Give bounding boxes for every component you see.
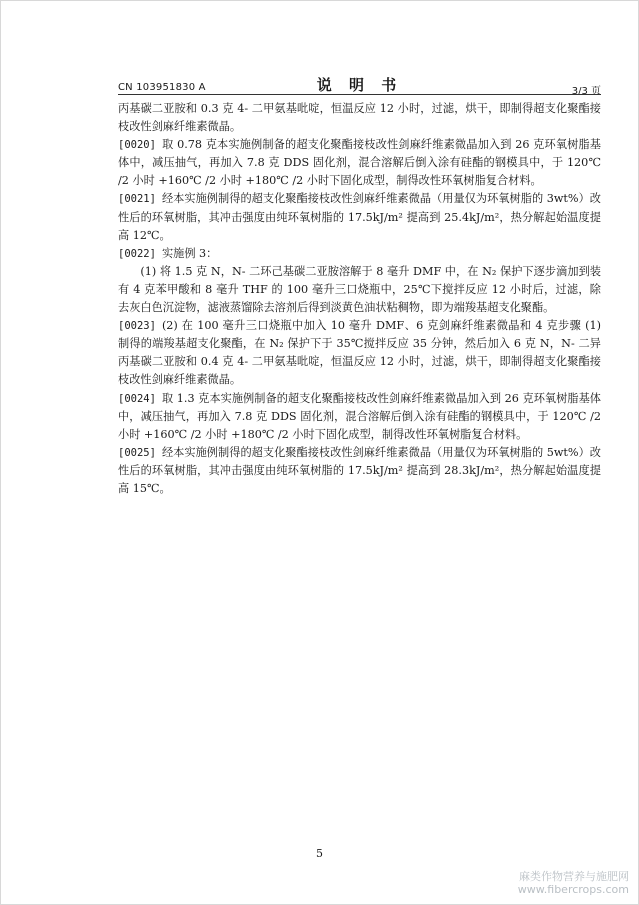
paragraph: [118, 136, 601, 190]
paragraph-number: [0024]: [118, 392, 156, 405]
paragraph-number: [0021]: [118, 193, 156, 206]
paragraph-number: [0023]: [118, 320, 156, 333]
header-divider: [118, 94, 601, 95]
page-number: 5: [316, 847, 323, 860]
paragraph-text: 经本实施例制得的超支化聚酯接枝改性剑麻纤维素微晶（用量仅为环氧树脂的 3wt%）改性后的环氧树脂，其冲击强度由纯环氧树脂的 17.5kJ/m² 提高到 25.4kJ/m²，热分解起始温度提高 12℃。: [118, 192, 601, 242]
paragraph: [118, 245, 601, 263]
watermark: [518, 870, 629, 896]
paragraph: [118, 263, 601, 317]
paragraph: [118, 390, 601, 444]
paragraph-number: [0025]: [118, 446, 156, 459]
paragraph: [118, 444, 601, 498]
paragraph-text: (1) 将 1.5 克 N，N- 二环己基碳二亚胺溶解于 8 毫升 DMF 中，在 N₂ 保护下逐步滴加到装有 4 克苯甲酸和 8 毫升 THF 的 100 毫升三口烧瓶中，25℃下搅拌反应 12 小时后，过滤，除去灰白色沉淀物，滤液蒸馏除去溶剂后得到淡黄色油状粘稠物，即为端羧基超支化聚酯。: [118, 264, 601, 315]
paragraph-text: 取 0.78 克本实施例制备的超支化聚酯接枝改性剑麻纤维素微晶加入到 26 克环氧树脂基体中，减压抽气，再加入 7.8 克 DDS 固化剂，混合溶解后倒入涂有硅酯的钢模具中，于 120℃ /2 小时 +160℃ /2 小时 +180℃ /2 小时下固化成型，制得改性环氧树脂复合材料。: [118, 138, 601, 188]
page-indicator: 3/3 页: [571, 86, 601, 97]
watermark-url: www.fibercrops.com: [517, 883, 629, 896]
paragraph-text: 经本实施例制得的超支化聚酯接枝改性剑麻纤维素微晶（用量仅为环氧树脂的 5wt%）改性后的环氧树脂，其冲击强度由纯环氧树脂的 17.5kJ/m² 提高到 28.3kJ/m²，热分解起始温度提高 15℃。: [118, 445, 601, 495]
paragraph-text: 取 1.3 克本实施例制备的超支化聚酯接枝改性剑麻纤维素微晶加入到 26 克环氧树脂基体中，减压抽气，再加入 7.8 克 DDS 固化剂，混合溶解后倒入涂有硅酯的钢模具中，于 120℃ /2 小时 +160℃ /2 小时 +180℃ /2 小时下固化成型，制得改性环氧树脂复合材料。: [118, 391, 601, 441]
paragraph-number: [0020]: [118, 139, 156, 152]
paragraph: [118, 190, 601, 244]
document-title: 说 明 书: [316, 76, 403, 94]
paragraph: [118, 100, 601, 136]
publication-number: CN 103951830 A: [118, 82, 206, 93]
paragraph-number: [0022]: [118, 247, 156, 260]
watermark-site-name: 麻类作物营养与施肥网: [519, 870, 629, 883]
paragraph-text: (2) 在 100 毫升三口烧瓶中加入 10 毫升 DMF、6 克剑麻纤维素微晶和 4 克步骤 (1) 制得的端羧基超支化聚酯，在 N₂ 保护下于 35℃搅拌反应 35 分钟，然后加入 6 克 N，N- 二异丙基碳二亚胺和 0.4 克 4- 二甲氨基吡啶，恒温反应 12 小时，过滤，烘干，即制得超支化聚酯接枝改性剑麻纤维素微晶。: [118, 319, 601, 387]
paragraph-text: 实施例 3：: [161, 246, 218, 260]
document-body: [118, 100, 601, 498]
paragraph-text: 丙基碳二亚胺和 0.3 克 4- 二甲氨基吡啶，恒温反应 12 小时，过滤，烘干，即制得超支化聚酯接枝改性剑麻纤维素微晶。: [118, 102, 601, 134]
paragraph: [118, 317, 601, 389]
page-header: [118, 74, 601, 97]
